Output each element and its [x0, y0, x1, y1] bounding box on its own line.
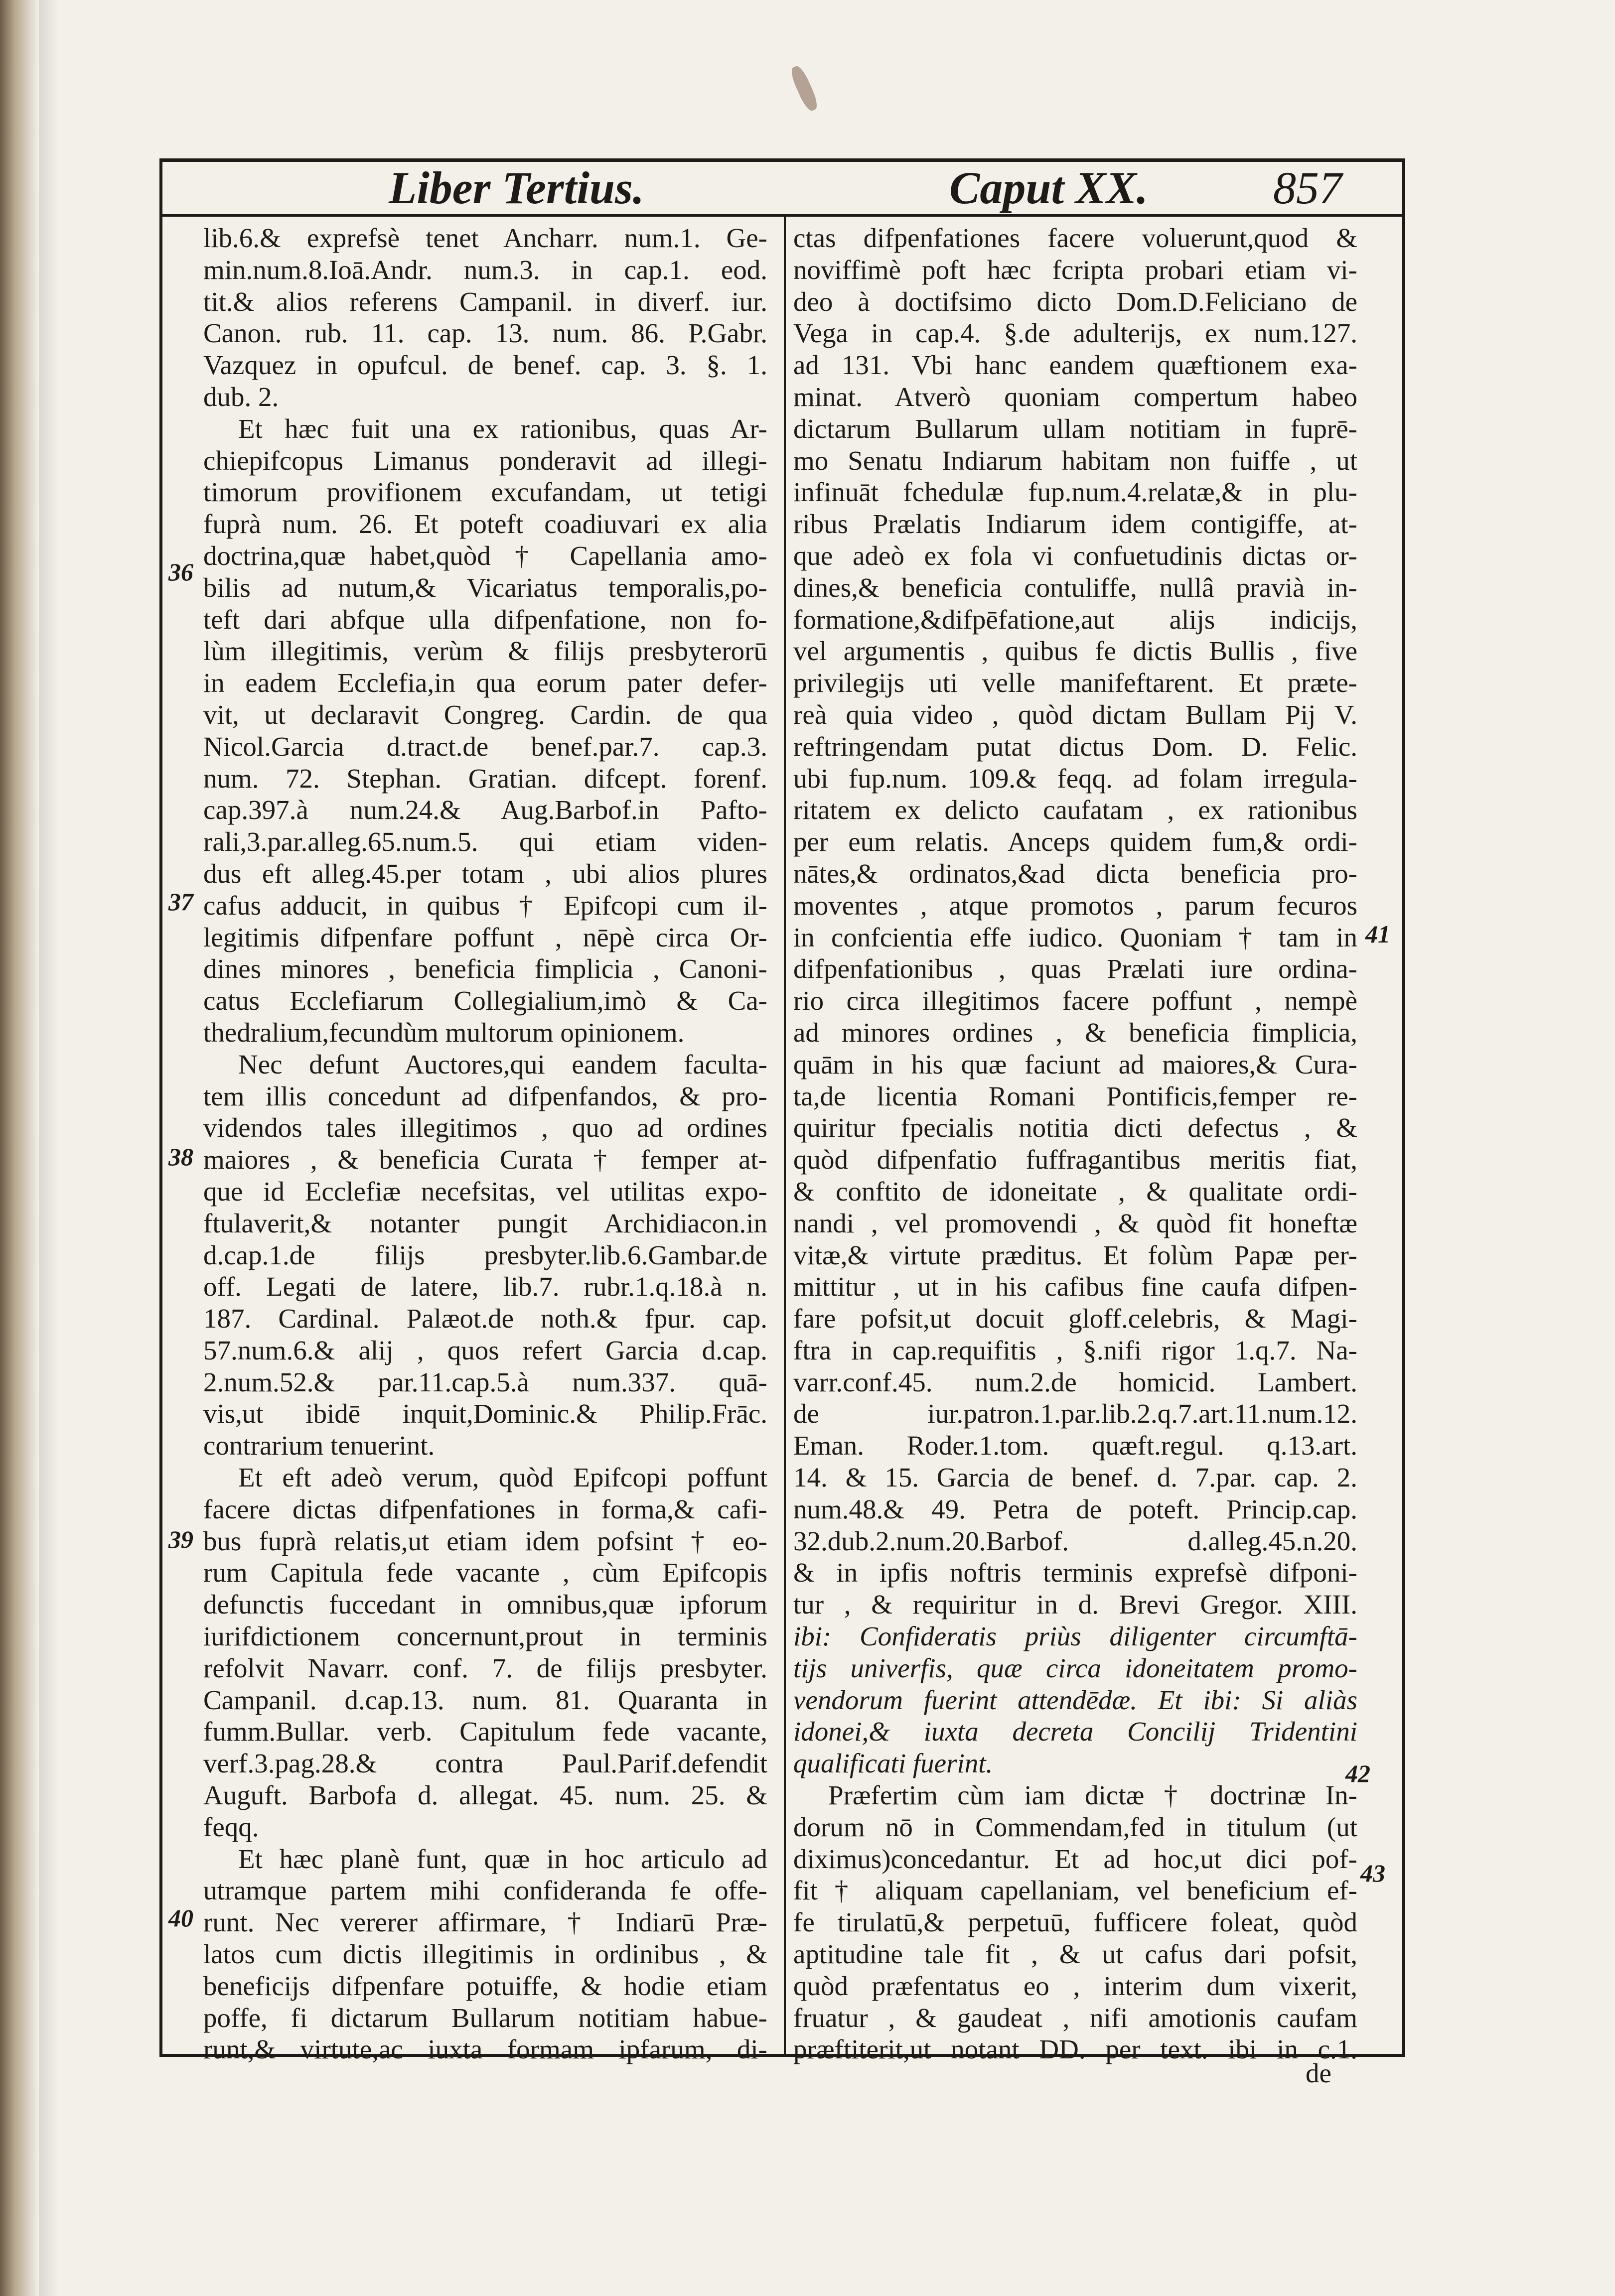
text-line: minat. Atverò quoniam compertum habeo — [793, 381, 1357, 412]
text-line: doctrina,quæ habet,quòd † Capellania amo- — [203, 540, 767, 571]
text-line: ad minores ordines , & beneficia fimplicia, — [793, 1017, 1357, 1048]
text-line: de iur.patron.1.par.lib.2.q.7.art.11.num.12. — [793, 1398, 1357, 1429]
left-text-column — [203, 222, 767, 2065]
text-line: catus Ecclefiarum Collegialium,imò & Ca- — [203, 985, 767, 1016]
text-line: fuprà num. 26. Et poteft coadiuvari ex alia — [203, 509, 767, 540]
text-line: ubi fup.num. 109.& feqq. ad folam irregula- — [793, 763, 1357, 794]
text-line: thedralium,fecundùm multorum opinionem. — [203, 1017, 685, 1048]
text-line: Canon. rub. 11. cap. 13. num. 86. P.Gabr. — [203, 318, 767, 349]
margin-number-42: 42 — [1345, 1759, 1370, 1787]
text-line: infinuāt fchedulæ fup.num.4.relatæ,& in plu- — [793, 477, 1357, 508]
text-line: contrarium tenuerint. — [203, 1430, 435, 1461]
text-line: lùm illegitimis, verùm & filijs presbyterorū — [203, 636, 767, 667]
text-line: teft dari abfque ulla difpenfatione, non fo- — [203, 604, 767, 635]
text-line: Vega in cap.4. §.de adulterijs, ex num.127. — [793, 318, 1357, 349]
text-line: quiritur fpecialis notitia dicti defectus , & — [793, 1112, 1357, 1143]
text-line: privilegijs uti velle manifeftarent. Et præte- — [793, 668, 1357, 698]
margin-number-40: 40 — [168, 1904, 193, 1932]
text-line: runt,& virtute,ac iuxta formam ipfarum, di- — [203, 2034, 767, 2065]
text-line: quòd difpenfatio fuffragantibus meritis fiat, — [793, 1144, 1357, 1175]
text-line: dub. 2. — [203, 381, 279, 412]
spine-shadow — [39, 0, 59, 2296]
text-line: vitæ,& virtute præditus. Et folùm Papæ per- — [793, 1239, 1357, 1270]
text-line: fruatur , & gaudeat , nifi amotionis caufam — [793, 2002, 1357, 2033]
text-line: fit † aliquam capellaniam, vel beneficium ef- — [793, 1875, 1357, 1906]
text-line: vit, ut declaravit Congreg. Cardin. de qua — [203, 699, 767, 730]
text-line: Præfertim cùm iam dictæ † doctrinæ In- — [828, 1780, 1357, 1811]
text-line: in eadem Ecclefia,in qua eorum pater defer- — [203, 668, 767, 698]
text-line: runt. Nec vererer affirmare, † Indiarū Præ- — [203, 1907, 767, 1938]
text-line: & conftito de idoneitate , & qualitate ordi- — [793, 1176, 1357, 1207]
text-line: per eum relatis. Anceps quidem fum,& ordi- — [793, 826, 1357, 857]
text-line: Nicol.Garcia d.tract.de benef.par.7. cap.3. — [203, 731, 767, 762]
text-line: nātes,& ordinatos,&ad dicta beneficia pro- — [793, 858, 1357, 889]
text-line: iurifdictionem concernunt,prout in terminis — [203, 1621, 767, 1652]
text-line: mo Senatu Indiarum habitam non fuiffe , ut — [793, 445, 1357, 476]
text-line: latos cum dictis illegitimis in ordinibus , & — [203, 1939, 767, 1970]
text-line: fumm.Bullar. verb. Capitulum fede vacante, — [203, 1716, 767, 1747]
text-line: tit.& alios referens Campanil. in diverf. iur. — [203, 286, 767, 317]
text-line: 187. Cardinal. Palæot.de noth.& fpur. cap. — [203, 1303, 767, 1334]
text-line: cap.397.à num.24.& Aug.Barbof.in Pafto- — [203, 795, 767, 825]
text-line: ta,de licentia Romani Pontificis,femper re- — [793, 1080, 1357, 1111]
text-line: que adeò ex fola vi confuetudinis dictas or- — [793, 540, 1357, 571]
text-line: cafus adducit, in quibus † Epifcopi cum il- — [203, 890, 767, 921]
running-head-book: Liber Tertius. — [389, 162, 644, 213]
text-line: 14. & 15. Garcia de benef. d. 7.par. cap. 2. — [793, 1462, 1357, 1493]
text-line: num. 72. Stephan. Gratian. difcept. forenf. — [203, 763, 767, 794]
text-line: fe tirulatū,& perpetuū, fufficere foleat, quòd — [793, 1907, 1357, 1938]
text-line: bilis ad nutum,& Vicariatus temporalis,po- — [203, 572, 767, 603]
text-line: Et eft adeò verum, quòd Epifcopi poffunt — [238, 1462, 767, 1493]
text-line: facere dictas difpenfationes in forma,& cafi- — [203, 1493, 767, 1524]
text-line: ad 131. Vbi hanc eandem quæftionem exa- — [793, 350, 1357, 381]
text-line: 2.num.52.& par.11.cap.5.à num.337. quā- — [203, 1366, 767, 1397]
text-line: varr.conf.45. num.2.de homicid. Lambert. — [793, 1366, 1357, 1397]
text-line: tur , & requiritur in d. Brevi Gregor. XIII. — [793, 1589, 1357, 1620]
text-line: vis,ut ibidē inquit,Dominic.& Philip.Frāc. — [203, 1398, 767, 1429]
text-line: beneficijs difpenfare potuiffe, & hodie etiam — [203, 1970, 767, 2001]
text-line: min.num.8.Ioā.Andr. num.3. in cap.1. eod. — [203, 254, 767, 285]
text-line: maiores , & beneficia Curata † femper at- — [203, 1144, 767, 1175]
text-line: moventes , atque promotos , parum fecuros — [793, 890, 1357, 921]
margin-number-43: 43 — [1360, 1859, 1385, 1887]
text-line: refolvit Navarr. conf. 7. de filijs presbyter. — [203, 1652, 767, 1683]
page-number: 857 — [1273, 162, 1342, 213]
text-line: præftiterit,ut notant DD. per text. ibi in c.1. — [793, 2034, 1357, 2065]
text-line: verf.3.pag.28.& contra Paul.Parif.defendit — [203, 1748, 767, 1779]
text-line: utramque partem mihi confideranda fe offe- — [203, 1875, 767, 1906]
text-line: dines,& beneficia contuliffe, nullâ pravià in- — [793, 572, 1357, 603]
text-line: 32.dub.2.num.20.Barbof. d.alleg.45.n.20. — [793, 1525, 1357, 1556]
text-line: ctas difpenfationes facere voluerunt,quod & — [793, 223, 1357, 253]
margin-number-38: 38 — [168, 1143, 193, 1171]
text-line: bus fuprà relatis,ut etiam idem pofsint † eo- — [203, 1525, 767, 1556]
frame-top-rule — [159, 158, 1405, 162]
text-line: ribus Prælatis Indiarum idem contigiffe, at- — [793, 509, 1357, 540]
text-line: in confcientia effe iudico. Quoniam † tam in — [793, 922, 1357, 952]
text-line: legitimis difpenfare poffunt , nēpè circa Or- — [203, 922, 767, 952]
text-line: rio circa illegitimos facere poffunt , nempè — [793, 985, 1357, 1016]
text-line: poffe, fi dictarum Bullarum notitiam habue- — [203, 2002, 767, 2033]
text-line: videndos tales illegitimos , quo ad ordines — [203, 1112, 767, 1143]
text-line: reà quia video , quòd dictam Bullam Pij V. — [793, 699, 1357, 730]
text-line: dorum nō in Commendam,fed in titulum (ut — [793, 1811, 1357, 1842]
text-line: timorum provifionem excufandam, ut tetigi — [203, 477, 767, 508]
text-line: rum Capitula fede vacante , cùm Epifcopis — [203, 1557, 767, 1588]
text-line: ibi: Confideratis priùs diligenter circumftā- — [793, 1621, 1357, 1652]
text-line: tijs univerfis, quæ circa idoneitatem promo- — [793, 1652, 1357, 1683]
text-line: formatione,&difpēfatione,aut alijs indicijs, — [793, 604, 1357, 635]
ink-blot — [788, 64, 820, 113]
text-line: dines minores , beneficia fimplicia , Canoni- — [203, 953, 767, 984]
text-line: vel argumentis , quibus fe dictis Bullis , five — [793, 636, 1357, 667]
text-line: & in ipfis noftris terminis exprefsè difponi- — [793, 1557, 1357, 1588]
text-line: tem illis concedunt ad difpenfandos, & pro- — [203, 1080, 767, 1111]
text-line: qualificati fuerint. — [793, 1748, 993, 1779]
text-line: 57.num.6.& alij , quos refert Garcia d.cap. — [203, 1335, 767, 1365]
column-divider — [784, 214, 786, 2056]
text-line: Vazquez in opufcul. de benef. cap. 3. §. 1. — [203, 350, 767, 381]
header-rule — [159, 214, 1405, 217]
text-line: que id Ecclefiæ necefsitas, vel utilitas expo- — [203, 1176, 767, 1207]
frame-right-rule — [1402, 158, 1405, 2056]
text-line: vendorum fuerint attendēdæ. Et ibi: Si aliàs — [793, 1684, 1357, 1715]
text-line: deo à doctifsimo dicto Dom.D.Feliciano de — [793, 286, 1357, 317]
text-line: defunctis fuccedant in omnibus,quæ ipforum — [203, 1589, 767, 1620]
text-line: nandi , vel promovendi , & quòd fit honeftæ — [793, 1208, 1357, 1238]
text-line: diximus)concedantur. Et ad hoc,ut dici pof- — [793, 1843, 1357, 1874]
book-binding-edge — [0, 0, 39, 2296]
text-line: reftringendam putat dictus Dom. D. Felic. — [793, 731, 1357, 762]
text-line: d.cap.1.de filijs presbyter.lib.6.Gambar.de — [203, 1239, 767, 1270]
text-line: chiepifcopus Limanus ponderavit ad illegi- — [203, 445, 767, 476]
text-line: Et hæc planè funt, quæ in hoc articulo ad — [238, 1843, 767, 1874]
text-line: Campanil. d.cap.13. num. 81. Quaranta in — [203, 1684, 767, 1715]
text-line: lib.6.& exprefsè tenet Ancharr. num.1. Ge- — [203, 223, 767, 253]
text-line: dus eft alleg.45.per totam , ubi alios plures — [203, 858, 767, 889]
text-line: Auguft. Barbofa d. allegat. 45. num. 25. & — [203, 1780, 767, 1811]
text-line: mittitur , ut in his cafibus fine caufa difpen- — [793, 1271, 1357, 1302]
catchword: de — [1306, 2058, 1331, 2088]
text-line: quām in his quæ faciunt ad maiores,& Cura- — [793, 1049, 1357, 1080]
margin-number-37: 37 — [168, 888, 193, 916]
margin-number-36: 36 — [168, 558, 193, 586]
text-line: ftulaverit,& notanter pungit Archidiacon.in — [203, 1208, 767, 1238]
text-line: idonei,& iuxta decreta Concilij Tridentini — [793, 1716, 1357, 1747]
text-line: Et hæc fuit una ex rationibus, quas Ar- — [238, 413, 767, 444]
right-text-column — [793, 222, 1357, 2065]
text-line: noviffimè poft hæc fcripta probari etiam vi- — [793, 254, 1357, 285]
text-line: Eman. Roder.1.tom. quæft.regul. q.13.art. — [793, 1430, 1357, 1461]
text-line: rali,3.par.alleg.65.num.5. qui etiam viden- — [203, 826, 767, 857]
text-line: Nec defunt Auctores,qui eandem faculta- — [238, 1049, 767, 1080]
text-line: aptitudine tale fit , & ut cafus dari pofsit, — [793, 1939, 1357, 1970]
text-line: quòd præfentatus eo , interim dum vixerit, — [793, 1970, 1357, 2001]
text-line: fare pofsit,ut docuit gloff.celebris, & Magi- — [793, 1303, 1357, 1334]
text-line: feqq. — [203, 1811, 259, 1842]
text-line: num.48.& 49. Petra de poteft. Princip.cap. — [793, 1493, 1357, 1524]
text-line: dictarum Bullarum ullam notitiam in fuprē- — [793, 413, 1357, 444]
text-line: ftra in cap.requifitis , §.nifi rigor 1.q.7. Na- — [793, 1335, 1357, 1365]
running-head-chapter: Caput XX. — [949, 162, 1148, 213]
text-line: difpenfationibus , quas Prælati iure ordina- — [793, 953, 1357, 984]
text-line: ritatem ex delicto caufatam , ex rationibus — [793, 795, 1357, 825]
text-line: off. Legati de latere, lib.7. rubr.1.q.18.à n. — [203, 1271, 767, 1302]
frame-left-rule — [159, 158, 162, 2056]
margin-number-39: 39 — [168, 1525, 193, 1553]
margin-number-41: 41 — [1365, 920, 1390, 948]
